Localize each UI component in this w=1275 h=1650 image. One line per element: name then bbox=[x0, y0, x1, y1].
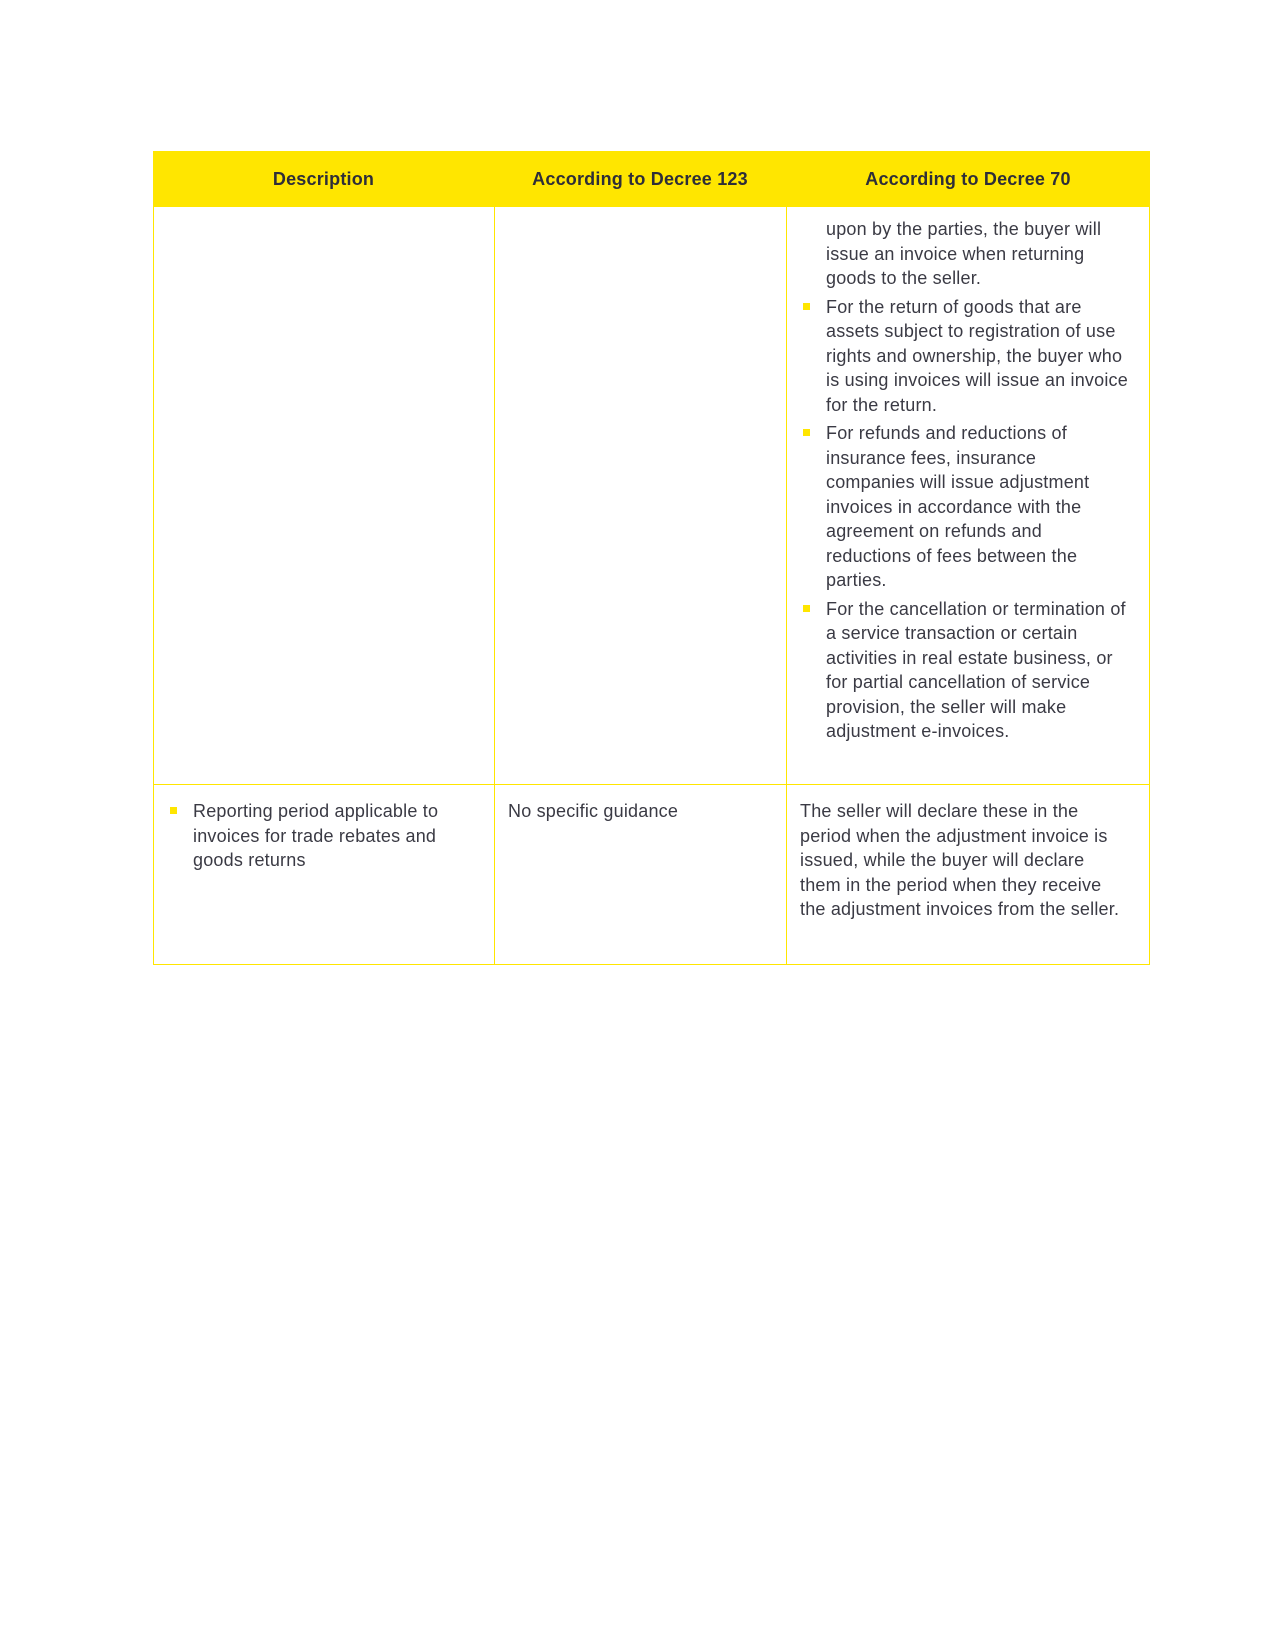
bullet-square-icon bbox=[170, 807, 177, 814]
bullet-square-icon bbox=[803, 303, 810, 310]
header-cell-decree-123: According to Decree 123 bbox=[532, 168, 748, 189]
table-row bbox=[154, 785, 1149, 964]
cell-description-empty bbox=[154, 207, 495, 784]
bullet-item-text: For refunds and reductions of insurance fees, insurance companies will issue adjustment invoices in accordance with the agreement on refunds and reductions of fees between the parties. bbox=[826, 423, 1090, 590]
comparison-table bbox=[153, 151, 1150, 965]
header-cell-decree-70: According to Decree 70 bbox=[865, 168, 1071, 189]
bullet-item-text: Reporting period applicable to invoices for trade rebates and goods returns bbox=[193, 801, 439, 870]
header-cell-description: Description bbox=[272, 168, 375, 189]
cell-decree-123-empty bbox=[495, 207, 787, 784]
cell-decree-123 bbox=[495, 785, 787, 964]
cell-decree-70-content bbox=[787, 207, 1149, 784]
table-header-row bbox=[153, 151, 1150, 207]
bullet-item bbox=[800, 421, 1129, 593]
cell-decree-70 bbox=[787, 785, 1149, 964]
bullet-item bbox=[800, 597, 1129, 744]
bullet-item bbox=[800, 295, 1129, 418]
cell-description bbox=[154, 785, 495, 964]
bullet-square-icon bbox=[803, 605, 810, 612]
bullet-item bbox=[167, 799, 474, 873]
table-row bbox=[154, 207, 1149, 785]
continuation-paragraph: upon by the parties, the buyer will issue an invoice when returning goods to the seller. bbox=[826, 219, 1102, 288]
table-body bbox=[153, 207, 1150, 965]
bullet-square-icon bbox=[803, 429, 810, 436]
cell-text: No specific guidance bbox=[508, 801, 679, 821]
cell-text: The seller will declare these in the period when the adjustment invoice is issued, while the buyer will declare them in the period when they receive the adjustment invoices from the seller. bbox=[800, 801, 1120, 919]
bullet-item-text: For the return of goods that are assets subject to registration of use rights and ownership, the buyer who is using invoices will issue an invoice for the return. bbox=[826, 296, 1128, 415]
bullet-item-text: For the cancellation or termination of a service transaction or certain activities in real estate business, or for partial cancellation of service provision, the seller will make adjustment e-invoices. bbox=[826, 598, 1126, 741]
